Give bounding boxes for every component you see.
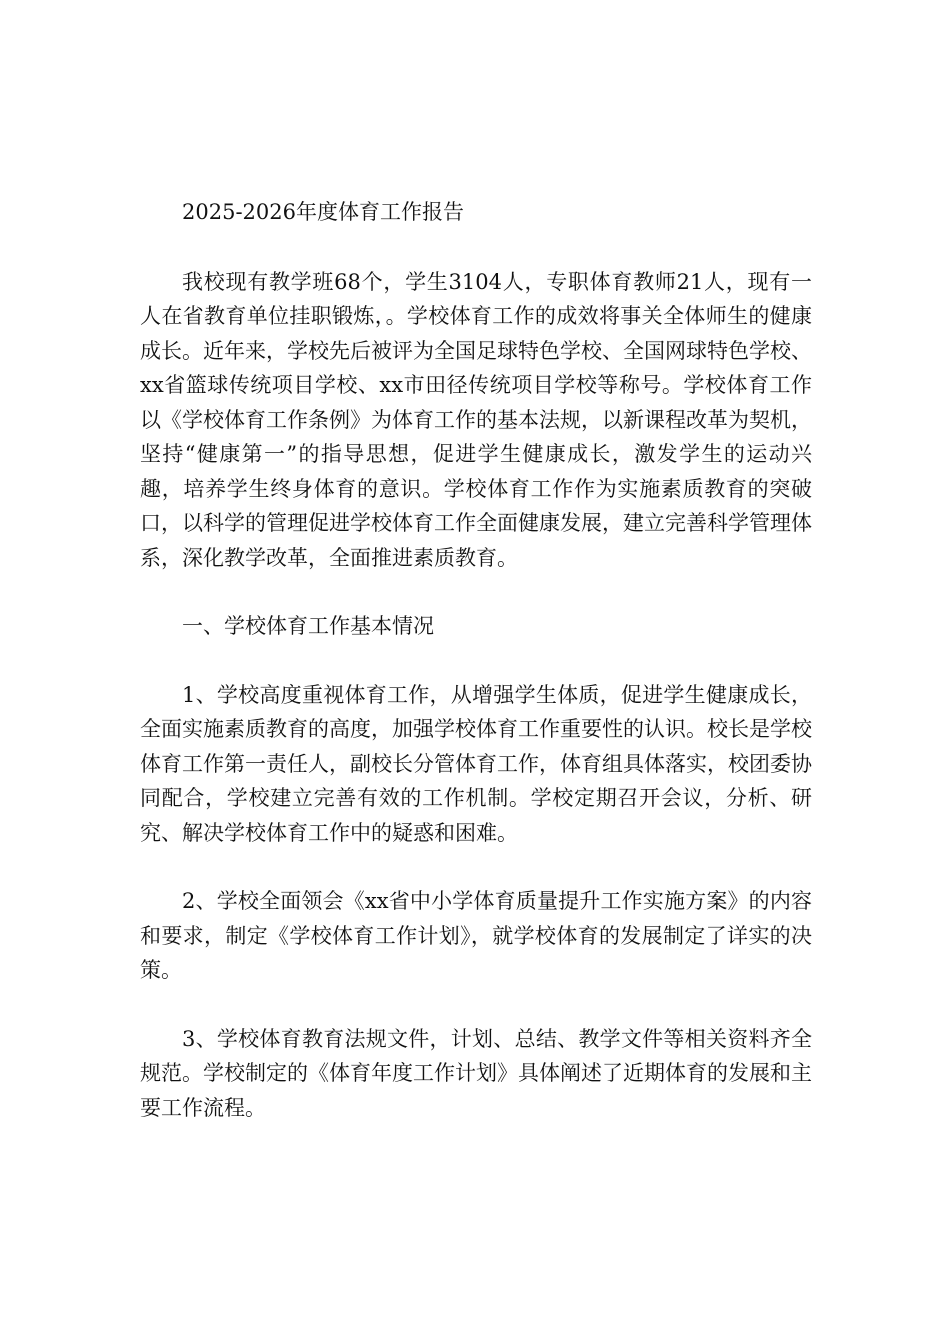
section-heading: 一、学校体育工作基本情况 (182, 614, 434, 638)
document-title: 2025-2026年度体育工作报告 (182, 200, 464, 224)
item-paragraph-2: 2、学校全面领会《xx省中小学体育质量提升工作实施方案》的内容和要求，制定《学校体育工作计划》，就学校体育的发展制定了详实的决策。 (140, 889, 812, 982)
spacer (140, 850, 812, 884)
intro-paragraph: 我校现有教学班68个，学生3104人，专职体育教师21人，现有一人在省教育单位挂职锻炼，。学校体育工作的成效将事关全体师生的健康成长。近年来，学校先后被评为全国足球特色学校、全国网球特色学校、xx省篮球传统项目学校、xx市田径传统项目学校等称号。学校体育工作以《学校体育工作条例》为体育工作的基本法规，以新课程改革为契机，坚持“健康第一”的指导思想，促进学生健康成长，激发学生的运动兴趣，培养学生终身体育的意识。学校体育工作作为实施素质教育的突破口，以科学的管理促进学校体育工作全面健康发展，建立完善科学管理体系，深化教学改革，全面推进素质教育。 (140, 269, 812, 570)
item-paragraph-1: 1、学校高度重视体育工作，从增强学生体质，促进学生健康成长，全面实施素质教育的高度，加强学校体育工作重要性的认识。校长是学校体育工作第一责任人，副校长分管体育工作，体育组具体落实，校团委协同配合，学校建立完善有效的工作机制。学校定期召开会议，分析、研究、解决学校体育工作中的疑惑和困难。 (140, 682, 812, 845)
spacer (140, 575, 812, 609)
spacer (140, 230, 812, 265)
spacer (140, 644, 812, 678)
item-paragraph-3: 3、学校体育教育法规文件，计划、总结、教学文件等相关资料齐全规范。学校制定的《体育年度工作计划》具体阐述了近期体育的发展和主要工作流程。 (140, 1026, 812, 1120)
document-page (140, 195, 812, 1125)
spacer (140, 988, 812, 1022)
